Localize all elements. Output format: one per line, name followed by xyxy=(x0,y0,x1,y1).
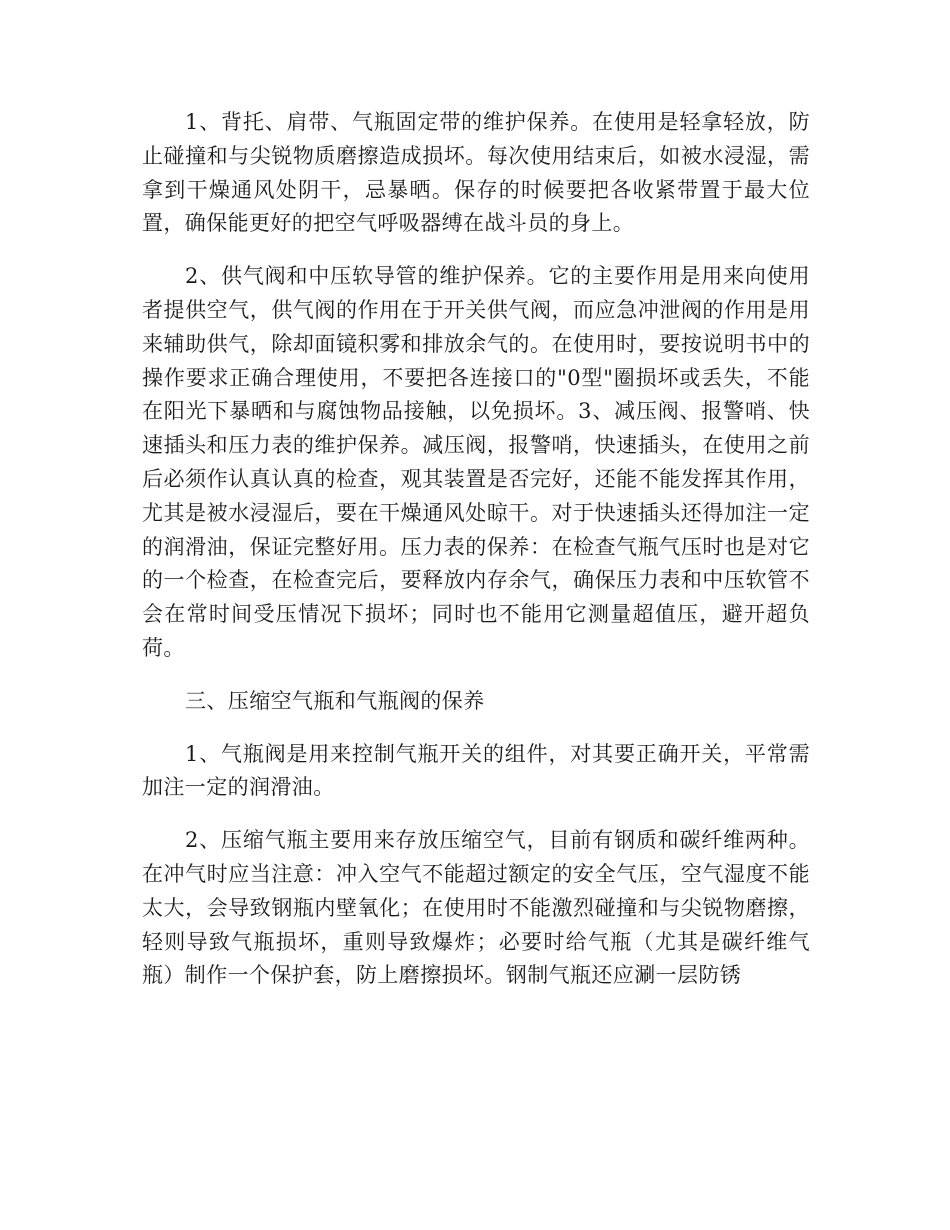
document-body xyxy=(142,106,810,1012)
paragraph-valve-hose-maintenance: 2、供气阀和中压软导管的维护保养。它的主要作用是用来向使用者提供空气，供气阀的作用在于开关供气阀，而应急冲泄阀的作用是用来辅助供气，除却面镜积雾和排放余气的。在使用时，要按说明书中的操作要求正确合理使用，不要把各连接口的"0型"圈损坏或丢失，不能在阳光下暴晒和与腐蚀物品接触，以免损坏。3、减压阀、报警哨、快速插头和压力表的维护保养。减压阀，报警哨，快速插头，在使用之前后必须作认真认真的检查，观其装置是否完好，还能不能发挥其作用，尤其是被水浸湿后，要在干燥通风处晾干。对于快速插头还得加注一定的润滑油，保证完整好用。压力表的保养：在检查气瓶气压时也是对它的一个检查，在检查完后，要释放内存余气，确保压力表和中压软管不会在常时间受压情况下损坏；同时也不能用它测量超值压，避开超负荷。 xyxy=(142,264,810,660)
paragraph-cylinder-valve: 1、气瓶阀是用来控制气瓶开关的组件，对其要正确开关，平常需加注一定的润滑油。 xyxy=(142,741,810,800)
section-heading-cylinder: 三、压缩空气瓶和气瓶阀的保养 xyxy=(185,688,485,713)
paragraph-backpack-maintenance: 1、背托、肩带、气瓶固定带的维护保养。在使用是轻拿轻放，防止碰撞和与尖锐物质磨擦造成损坏。每次使用结束后，如被水浸湿，需拿到干燥通风处阴干，忌暴晒。保存的时候要把各收紧带置于最大位置，确保能更好的把空气呼吸器缚在战斗员的身上。 xyxy=(142,110,810,236)
paragraph-compressed-cylinder: 2、压缩气瓶主要用来存放压缩空气，目前有钢质和碳纤维两种。在冲气时应当注意：冲入空气不能超过额定的安全气压，空气湿度不能太大，会导致钢瓶内壁氧化；在使用时不能激烈碰撞和与尖锐物磨擦，轻则导致气瓶损坏，重则导致爆炸；必要时给气瓶（尤其是碳纤维气瓶）制作一个保护套，防上磨擦损坏。钢制气瓶还应涮一层防锈 xyxy=(142,828,810,988)
